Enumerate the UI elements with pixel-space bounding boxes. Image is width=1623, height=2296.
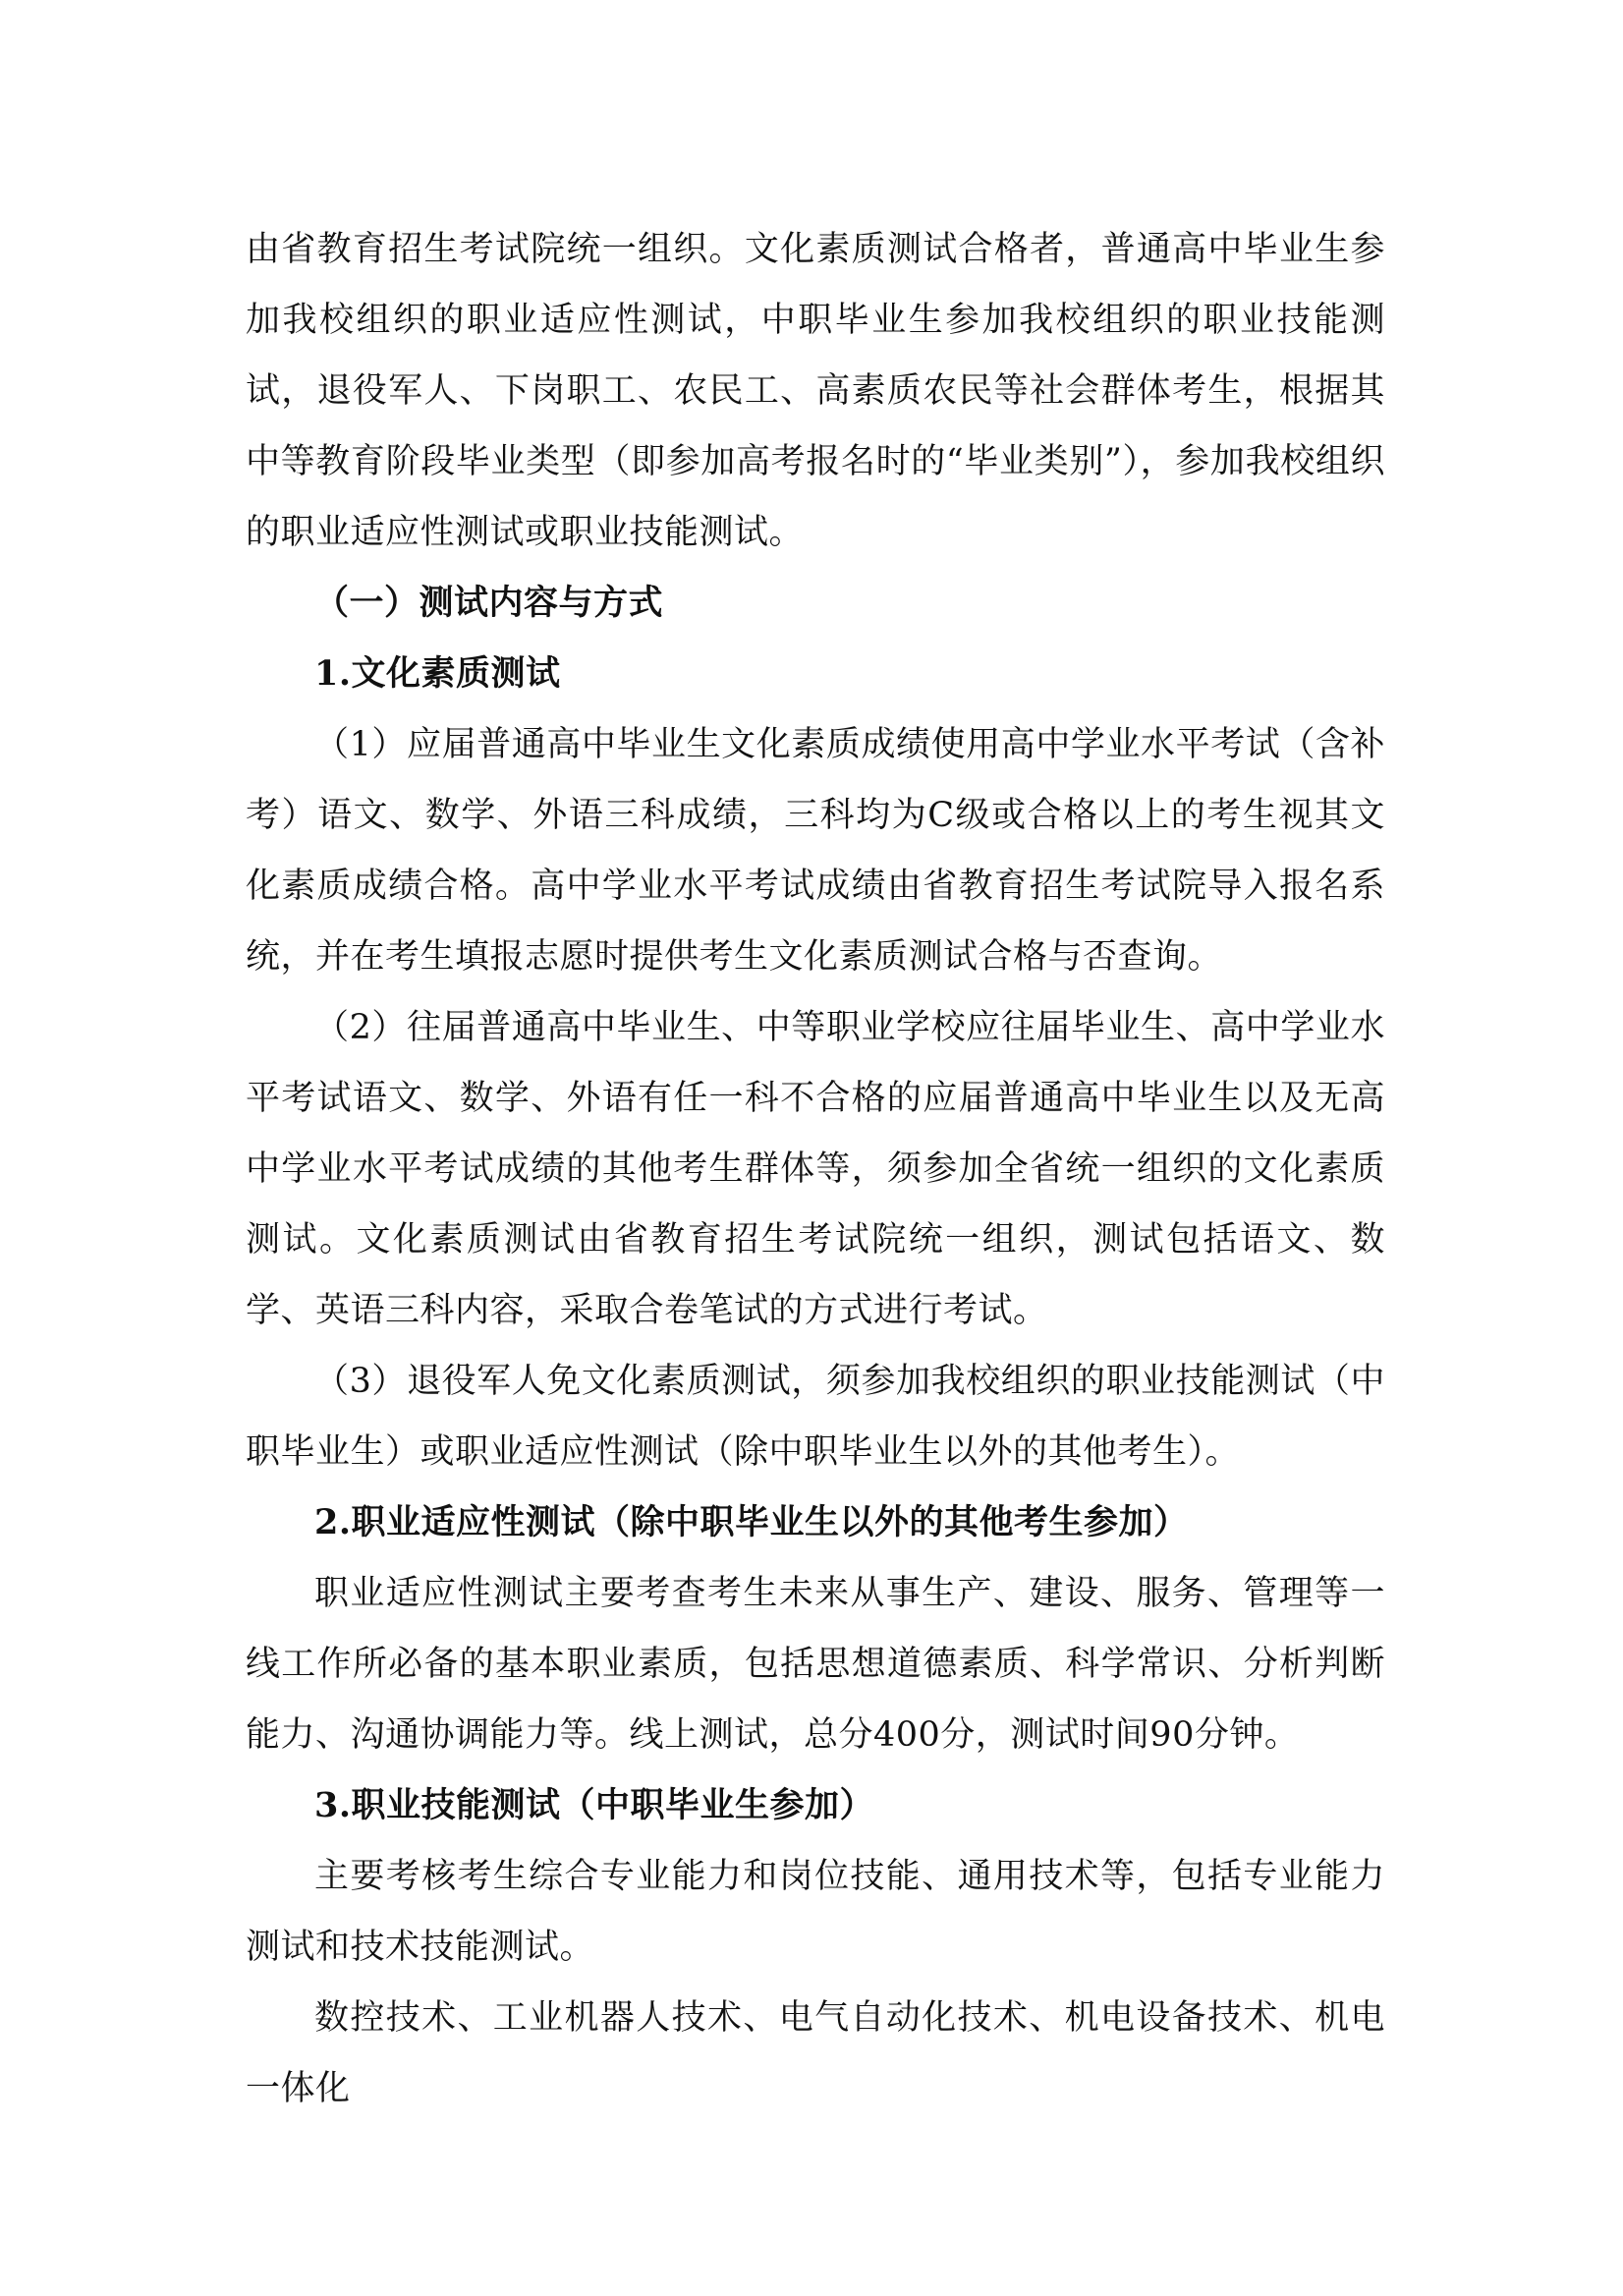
paragraph-culture-1: （1）应届普通高中毕业生文化素质成绩使用高中学业水平考试（含补考）语文、数学、外语三科成绩，三科均为C级或合格以上的考生视其文化素质成绩合格。高中学业水平考试成绩由省教育招生考试院导入报名系统，并在考生填报志愿时提供考生文化素质测试合格与否查询。	[246, 725, 1385, 977]
document-page	[246, 214, 1385, 2124]
paragraph-majors: 数控技术、工业机器人技术、电气自动化技术、机电设备技术、机电一体化	[246, 1998, 1385, 2108]
heading-culture-test: 1.文化素质测试	[314, 653, 561, 694]
heading-adaptability-test: 2.职业适应性测试（除中职毕业生以外的其他考生参加）	[314, 1502, 1189, 1542]
intro-paragraph: 由省教育招生考试院统一组织。文化素质测试合格者，普通高中毕业生参加我校组织的职业适应性测试，中职毕业生参加我校组织的职业技能测试，退役军人、下岗职工、农民工、高素质农民等社会群体考生，根据其中等教育阶段毕业类型（即参加高考报名时的“毕业类别”），参加我校组织的职业适应性测试或职业技能测试。	[246, 230, 1385, 552]
paragraph-adaptability: 职业适应性测试主要考查考生未来从事生产、建设、服务、管理等一线工作所必备的基本职业素质，包括思想道德素质、科学常识、分析判断能力、沟通协调能力等。线上测试，总分400分，测试时间90分钟。	[246, 1574, 1385, 1755]
paragraph-culture-2: （2）往届普通高中毕业生、中等职业学校应往届毕业生、高中学业水平考试语文、数学、外语有任一科不合格的应届普通高中毕业生以及无高中学业水平考试成绩的其他考生群体等，须参加全省统一组织的文化素质测试。文化素质测试由省教育招生考试院统一组织，测试包括语文、数学、英语三科内容，采取合卷笔试的方式进行考试。	[246, 1008, 1385, 1330]
paragraph-culture-3: （3）退役军人免文化素质测试，须参加我校组织的职业技能测试（中职毕业生）或职业适应性测试（除中职毕业生以外的其他考生）。	[246, 1362, 1385, 1472]
heading-skill-test: 3.职业技能测试（中职毕业生参加）	[314, 1785, 875, 1825]
section-heading-test-content: （一）测试内容与方式	[314, 583, 664, 623]
paragraph-skill: 主要考核考生综合专业能力和岗位技能、通用技术等，包括专业能力测试和技术技能测试。	[246, 1857, 1385, 1967]
